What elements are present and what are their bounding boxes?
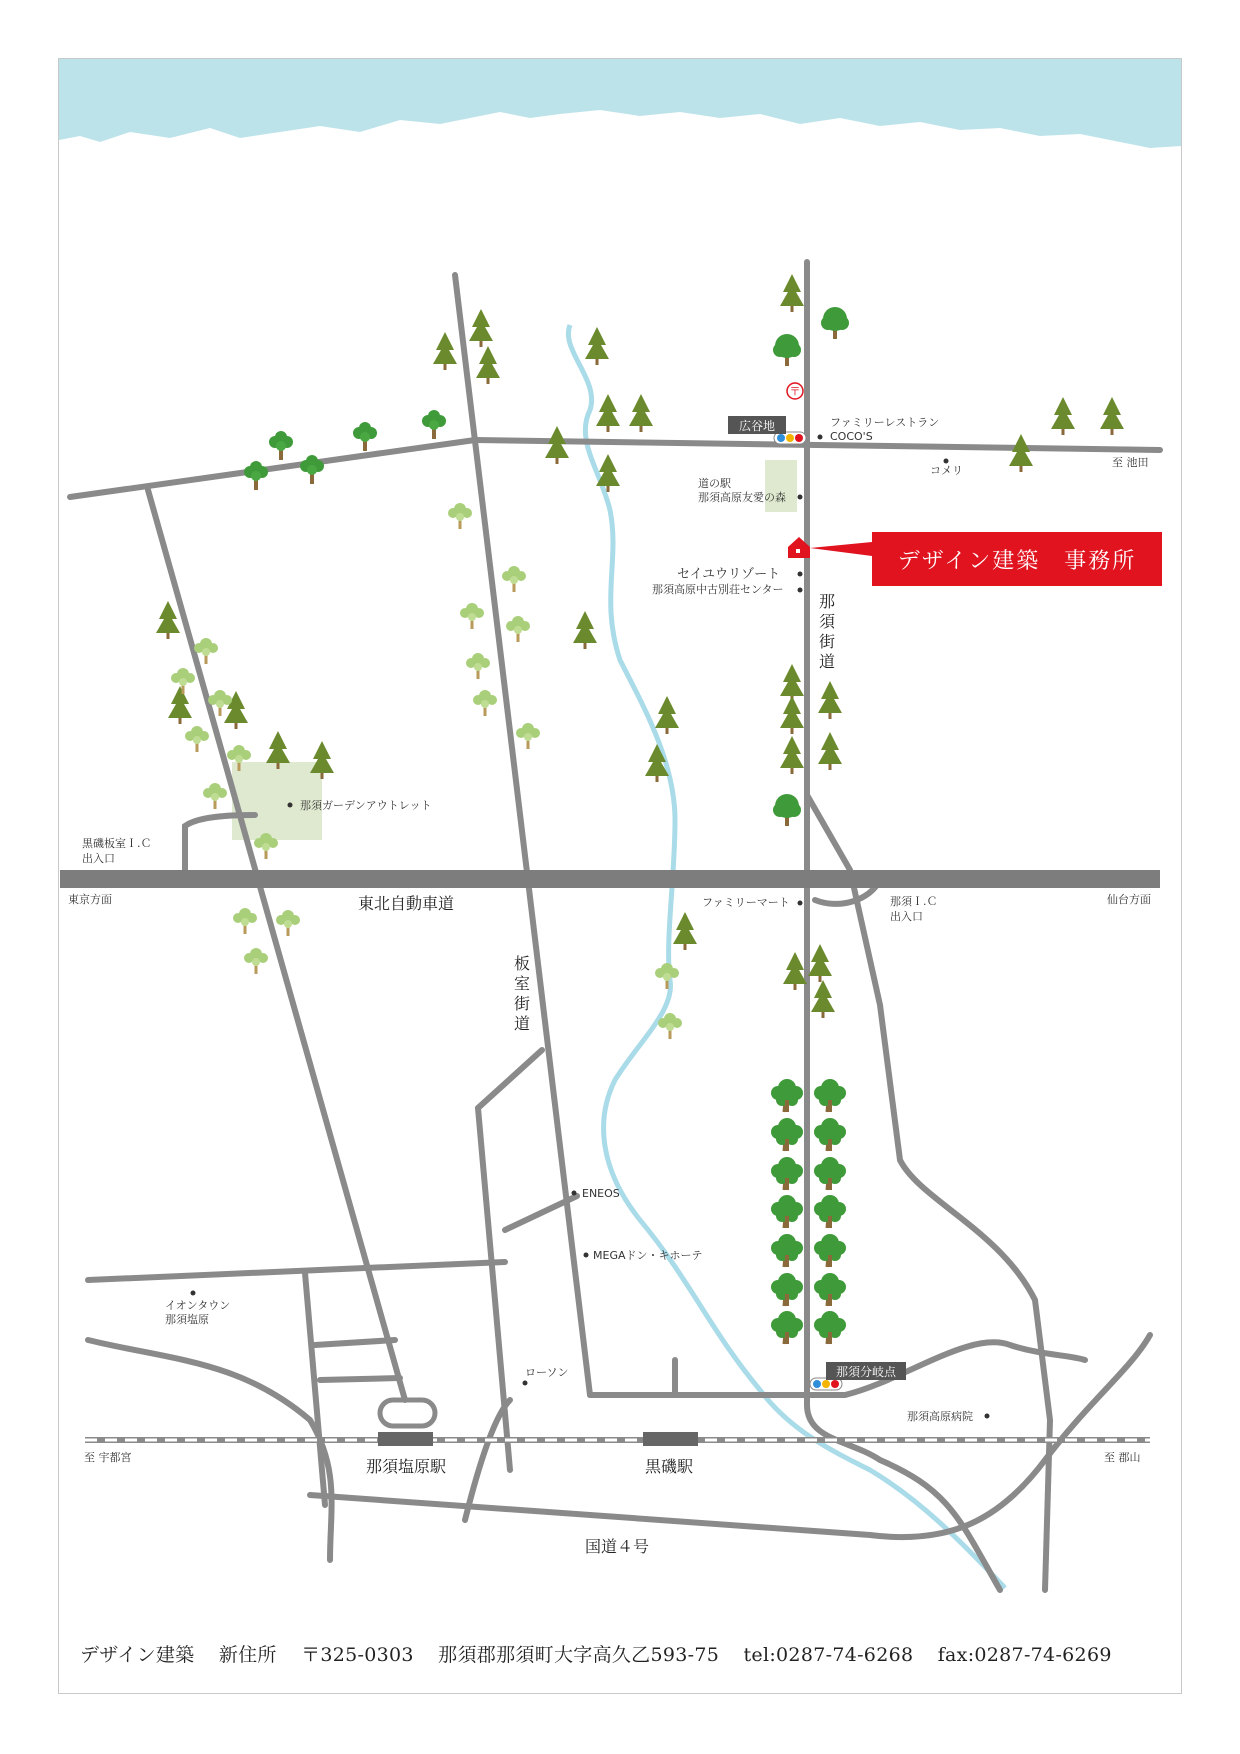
label-aeon: イオンタウン	[165, 1299, 231, 1312]
label-kuroiso-station: 黒磯駅	[645, 1457, 694, 1476]
footer-postal: 〒325-0303	[301, 1644, 414, 1666]
post-office-icon	[787, 383, 803, 399]
label-itamuro-kaido: 板室街道	[511, 955, 531, 1035]
office-banner: デザイン建築 事務所	[872, 532, 1162, 586]
svg-text:〒: 〒	[789, 385, 801, 398]
label-tokyo-direction: 東京方面	[68, 893, 112, 906]
label-family-restaurant: ファミリーレストラン	[830, 416, 940, 429]
label-komeri: コメリ	[930, 464, 963, 477]
footer-company: デザイン建築	[80, 1644, 195, 1666]
intersection-nasu-bunkiten: 那須分岐点	[835, 1365, 897, 1379]
office-pointer	[810, 542, 872, 556]
tohoku-expressway	[60, 870, 1160, 888]
road-network	[70, 262, 1160, 1590]
label-nasu-kaido: 那須街道	[816, 593, 836, 673]
label-family-mart: ファミリーマート	[702, 896, 790, 909]
label-mega-donki: MEGAドン・キホーテ	[593, 1249, 703, 1262]
footer-address-text: 那須郡那須町大字高久乙593-75	[438, 1644, 720, 1666]
label-tohoku-expressway: 東北自動車道	[358, 894, 455, 913]
label-nasushiobara-station: 那須塩原駅	[366, 1457, 447, 1476]
label-hospital: 那須高原病院	[907, 1410, 973, 1423]
footer-fax: fax:0287-74-6269	[937, 1644, 1112, 1666]
river	[568, 325, 1005, 1588]
label-sendai-direction: 仙台方面	[1107, 893, 1151, 906]
label-kuroiso-itamuro-ic: 黒磯板室Ｉ.Ｃ	[82, 837, 152, 850]
label-kuroiso-itamuro-ic-exit: 出入口	[82, 852, 115, 865]
station-kuroiso-mark	[643, 1432, 698, 1446]
label-cocos: COCO'S	[830, 430, 873, 443]
station-nasushiobara-mark	[378, 1432, 433, 1446]
michinoeki-area	[765, 460, 797, 512]
label-aeon-nasushiobara: 那須塩原	[165, 1313, 209, 1326]
intersection-hirotanichi: 広谷地	[738, 419, 776, 433]
label-chuko-bessou: 那須高原中古別荘センター	[652, 583, 784, 596]
label-koriyama: 至 郡山	[1104, 1451, 1141, 1464]
footer-tel: tel:0287-74-6268	[743, 1644, 914, 1666]
label-route4: 国道４号	[585, 1537, 650, 1556]
label-michinoeki: 道の駅	[698, 477, 731, 490]
footer-address	[80, 1640, 1170, 1667]
label-lawson: ローソン	[525, 1366, 569, 1379]
label-utsunomiya: 至 宇都宮	[84, 1451, 132, 1464]
mountain-sky-band	[59, 59, 1181, 160]
footer-new-address-label: 新住所	[218, 1644, 277, 1666]
label-ikeda: 至 池田	[1112, 456, 1149, 469]
label-garden-outlet: 那須ガーデンアウトレット	[300, 799, 432, 812]
label-michinoeki-name: 那須高原友愛の森	[698, 491, 786, 504]
label-nasu-ic-exit: 出入口	[890, 910, 923, 923]
station-roundabout	[380, 1400, 435, 1426]
label-eneos: ENEOS	[582, 1187, 620, 1200]
label-seiyu-resort: セイユウリゾート	[677, 567, 781, 582]
label-nasu-ic: 那須Ｉ.Ｃ	[890, 895, 938, 908]
